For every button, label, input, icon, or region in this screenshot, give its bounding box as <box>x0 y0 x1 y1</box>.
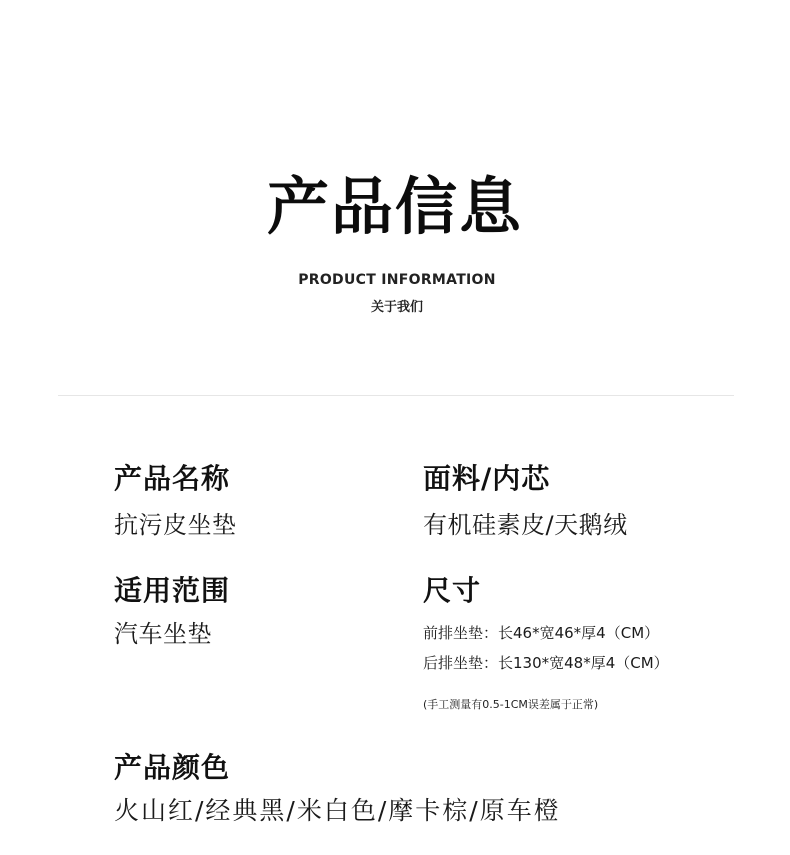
size-label: 尺寸 <box>423 574 482 607</box>
product-color-label: 产品颜色 <box>114 751 231 784</box>
material-value: 有机硅素皮/天鹅绒 <box>423 511 628 539</box>
measurement-note: (手工测量有0.5-1CM误差属于正常) <box>423 698 599 711</box>
product-name-value: 抗污皮坐垫 <box>114 511 237 539</box>
subtitle-chinese: 关于我们 <box>370 300 423 315</box>
applicable-scope-value: 汽车坐垫 <box>114 620 212 648</box>
divider <box>58 395 734 396</box>
page-title: 产品信息 <box>266 170 523 243</box>
size-front-seat: 前排坐垫：长46*宽46*厚4（CM） <box>423 624 660 642</box>
applicable-scope-label: 适用范围 <box>114 574 231 607</box>
size-rear-seat: 后排坐垫：长130*宽48*厚4（CM） <box>423 654 669 672</box>
subtitle-english: PRODUCT INFORMATION <box>298 272 496 288</box>
product-color-value: 火山红/经典黑/米白色/摩卡棕/原车橙 <box>114 796 561 825</box>
product-name-label: 产品名称 <box>114 462 231 495</box>
material-label: 面料/内芯 <box>423 462 551 495</box>
